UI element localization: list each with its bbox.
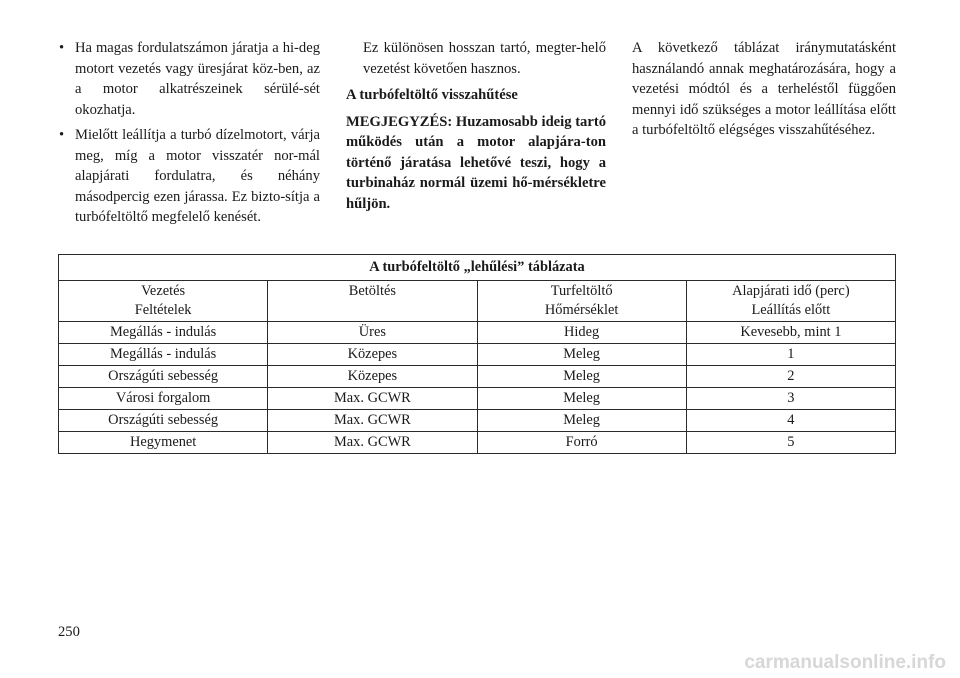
header-line: Hőmérséklet [544, 302, 619, 318]
table-cell: Megállás - indulás [59, 344, 268, 366]
table-row [59, 322, 896, 344]
header-driving-conditions [59, 281, 268, 322]
text-column-3 [632, 38, 896, 141]
table-cell: Hideg [477, 322, 686, 344]
bullet-list [58, 38, 320, 228]
table-row [59, 410, 896, 432]
note-text: MEGJEGYZÉS: Huzamosabb ideig tartó működés után a motor alapjára-ton történő járatása lehetővé teszi, hogy a turbinaház normál üzemi hő-mérsékletre hűljön. [346, 113, 606, 212]
table-cell: Közepes [268, 366, 477, 388]
text-column-1 [58, 38, 320, 233]
header-line: Betöltés [348, 283, 396, 299]
page-number: 250 [58, 624, 80, 640]
table-cell: Üres [268, 322, 477, 344]
header-turbo-temperature [477, 281, 686, 322]
table-row [59, 432, 896, 454]
table-cell: Országúti sebesség [59, 410, 268, 432]
continuation-text: Ez különösen hosszan tartó, megter-helő vezetést követően hasznos. [363, 40, 606, 77]
table-cell: Max. GCWR [268, 388, 477, 410]
cooldown-table [58, 254, 896, 454]
bullet-item-shutdown: • Mielőtt leállítja a turbó dízelmotort, várja meg, míg a motor visszatér nor-mál alapjárati fordulatra, és néhány másodpercig ezen járassa. Ez bizto-sítja a turbófeltöltő megfelelő kenését. [58, 125, 320, 228]
table-row [59, 366, 896, 388]
watermark-logo: carmanualsonline.info [744, 652, 946, 673]
table-cell: Meleg [477, 388, 686, 410]
header-idle-time [686, 281, 895, 322]
table-cell: Meleg [477, 344, 686, 366]
table-row [59, 388, 896, 410]
table-cell: Max. GCWR [268, 432, 477, 454]
table-header-row [59, 281, 896, 322]
bullet-item-cold-engine: • Ha magas fordulatszámon járatja a hi-deg motort vezetés vagy üresjárat köz-ben, az a motor alkatrészeinek sérülé-sét okozhatja. [58, 38, 320, 120]
header-line: Vezetés [141, 283, 186, 299]
table-cell: 3 [686, 388, 895, 410]
table-cell: 1 [686, 344, 895, 366]
header-line: Feltételek [134, 302, 192, 318]
table-cell: 4 [686, 410, 895, 432]
table-cell: 2 [686, 366, 895, 388]
table-cell: Országúti sebesség [59, 366, 268, 388]
table-title: A turbófeltöltő „lehűlési” táblázata [59, 255, 896, 281]
header-line: Alapjárati idő (perc) [732, 283, 850, 299]
section-heading: A turbófeltöltő visszahűtése [346, 87, 518, 103]
table-cell: Hegymenet [59, 432, 268, 454]
table-cell: Meleg [477, 410, 686, 432]
header-line: Leállítás előtt [751, 302, 831, 318]
table-row [59, 344, 896, 366]
table-cell: Megállás - indulás [59, 322, 268, 344]
table-cell: Kevesebb, mint 1 [686, 322, 895, 344]
text-column-2 [346, 38, 606, 214]
table-cell: 5 [686, 432, 895, 454]
table-cell: Közepes [268, 344, 477, 366]
intro-paragraph: A következő táblázat iránymutatásként használandó annak meghatározására, hogy a vezetési módtól és a terheléstől függően mennyi idő szükséges a motor leállítása előtt a turbófeltöltő elégséges visszahűtéséhez. [632, 40, 896, 138]
table-cell: Forró [477, 432, 686, 454]
header-line: Turfeltöltő [550, 283, 613, 299]
table-cell: Max. GCWR [268, 410, 477, 432]
header-load [268, 281, 477, 322]
table-cell: Városi forgalom [59, 388, 268, 410]
table-cell: Meleg [477, 366, 686, 388]
